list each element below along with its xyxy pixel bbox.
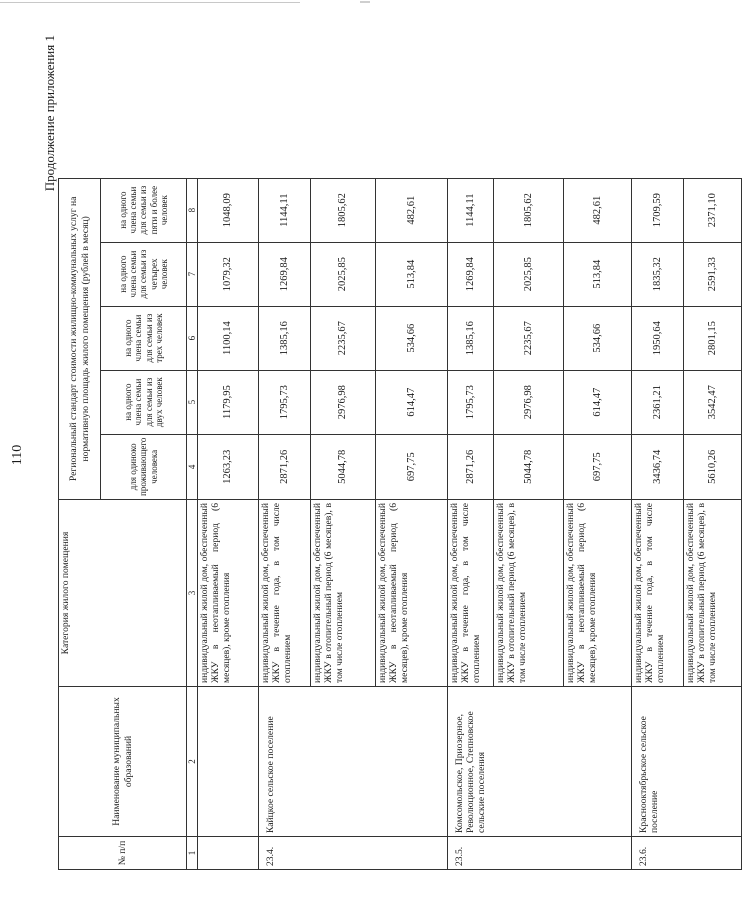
value-cell: 614,47	[376, 370, 448, 434]
table-row	[198, 178, 259, 869]
value-cell: 2361,21	[632, 370, 684, 434]
header-category: Категория жилого помещения	[59, 500, 187, 687]
value-cell: 1835,32	[632, 242, 684, 306]
row-category: индивидуальный жилой дом, обеспеченный ЖКУ в течение года, в том числе отоплением	[448, 500, 494, 687]
header-sub-2: на одного члена семьи для семьи из двух человек	[101, 370, 187, 434]
row-num: 23.4.	[259, 837, 448, 870]
row-category: индивидуальный жилой дом, обеспеченный ЖКУ в неотапливаемый период (6 месяцев), кроме отопления	[564, 500, 632, 687]
value-cell: 1269,84	[448, 242, 494, 306]
index-cell: 6	[187, 306, 198, 370]
value-cell: 1950,64	[632, 306, 684, 370]
value-cell: 2235,67	[494, 306, 564, 370]
row-num: 23.5.	[448, 837, 632, 870]
row-category: индивидуальный жилой дом, обеспеченный ЖКУ в отопительный период (6 месяцев), в том числе отоплением	[311, 500, 376, 687]
index-cell: 5	[187, 370, 198, 434]
row-name: Комсомольское, Приозерное, Революционное, Степновское сельские поселения	[448, 687, 632, 837]
value-cell: 697,75	[376, 434, 448, 499]
row-category: индивидуальный жилой дом, обеспеченный ЖКУ в течение года, в том числе отоплением	[259, 500, 311, 687]
value-cell: 2801,15	[684, 306, 742, 370]
value-cell: 513,84	[376, 242, 448, 306]
value-cell: 1385,16	[259, 306, 311, 370]
row-category: индивидуальный жилой дом, обеспеченный ЖКУ в отопительный период (6 месяцев), в том числе отоплением	[684, 500, 742, 687]
value-cell: 5044,78	[311, 434, 376, 499]
value-cell: 2871,26	[448, 434, 494, 499]
value-cell: 482,61	[564, 178, 632, 242]
value-cell: 2871,26	[259, 434, 311, 499]
value-cell: 697,75	[564, 434, 632, 499]
row-num: 23.6.	[632, 837, 742, 870]
index-cell: 2	[187, 687, 198, 837]
value-cell: 1144,11	[448, 178, 494, 242]
value-cell: 1263,23	[198, 434, 259, 499]
value-cell: 2591,33	[684, 242, 742, 306]
appendix-label: Продолжение приложения 1	[42, 35, 57, 192]
value-cell: 1805,62	[311, 178, 376, 242]
value-cell: 1100,14	[198, 306, 259, 370]
page-number: 110	[10, 444, 25, 466]
row-num	[198, 837, 259, 870]
header-sub-1: для одиноко проживающего человека	[101, 434, 187, 499]
value-cell: 2976,98	[494, 370, 564, 434]
value-cell: 1048,09	[198, 178, 259, 242]
value-cell: 3436,74	[632, 434, 684, 499]
value-cell: 3542,47	[684, 370, 742, 434]
value-cell: 534,66	[376, 306, 448, 370]
row-category: индивидуальный жилой дом, обеспеченный ЖКУ в отопительный период (6 месяцев), в том числе отоплением	[494, 500, 564, 687]
value-cell: 5044,78	[494, 434, 564, 499]
value-cell: 1795,73	[259, 370, 311, 434]
header-name: Наименование муниципальных образований	[59, 687, 187, 837]
row-name: Кайцкое сельское поселение	[259, 687, 448, 837]
value-cell: 1805,62	[494, 178, 564, 242]
index-cell: 4	[187, 434, 198, 499]
value-cell: 1079,32	[198, 242, 259, 306]
header-standard: Региональный стандарт стоимости жилищно-коммунальных услуг на нормативную площадь жилого помещения (рублей в месяц)	[59, 178, 101, 499]
index-cell: 8	[187, 178, 198, 242]
header-sub-3: на одного члена семьи для семьи из трех человек	[101, 306, 187, 370]
value-cell: 2371,10	[684, 178, 742, 242]
value-cell: 1795,73	[448, 370, 494, 434]
value-cell: 2976,98	[311, 370, 376, 434]
value-cell: 482,61	[376, 178, 448, 242]
value-cell: 513,84	[564, 242, 632, 306]
value-cell: 1179,95	[198, 370, 259, 434]
value-cell: 534,66	[564, 306, 632, 370]
row-category: индивидуальный жилой дом, обеспеченный ЖКУ в неотапливаемый период (6 месяцев), кроме отопления	[376, 500, 448, 687]
index-cell: 3	[187, 500, 198, 687]
table-row	[448, 178, 494, 869]
row-category: индивидуальный жилой дом, обеспеченный ЖКУ в течение года, в том числе отоплением	[632, 500, 684, 687]
value-cell: 5610,26	[684, 434, 742, 499]
value-cell: 1269,84	[259, 242, 311, 306]
value-cell: 2025,85	[311, 242, 376, 306]
index-cell: 1	[187, 837, 198, 870]
value-cell: 614,47	[564, 370, 632, 434]
table-row	[259, 178, 311, 869]
row-name: Краснооктябрьское сельское поселение	[632, 687, 742, 837]
index-cell: 7	[187, 242, 198, 306]
value-cell: 1385,16	[448, 306, 494, 370]
value-cell: 2025,85	[494, 242, 564, 306]
header-sub-4: на одного члена семьи для семьи из четырех человек	[101, 242, 187, 306]
value-cell: 2235,67	[311, 306, 376, 370]
header-sub-5: на одного члена семьи для семьи из пяти и более человек	[101, 178, 187, 242]
value-cell: 1709,59	[632, 178, 684, 242]
row-category: индивидуальный жилой дом, обеспеченный ЖКУ в неотапливаемый период (6 месяцев), кроме отопления	[198, 500, 259, 687]
table-row	[632, 178, 684, 869]
header-num: № п/п	[59, 837, 187, 870]
row-name	[198, 687, 259, 837]
value-cell: 1144,11	[259, 178, 311, 242]
housing-standard-table	[58, 178, 742, 870]
